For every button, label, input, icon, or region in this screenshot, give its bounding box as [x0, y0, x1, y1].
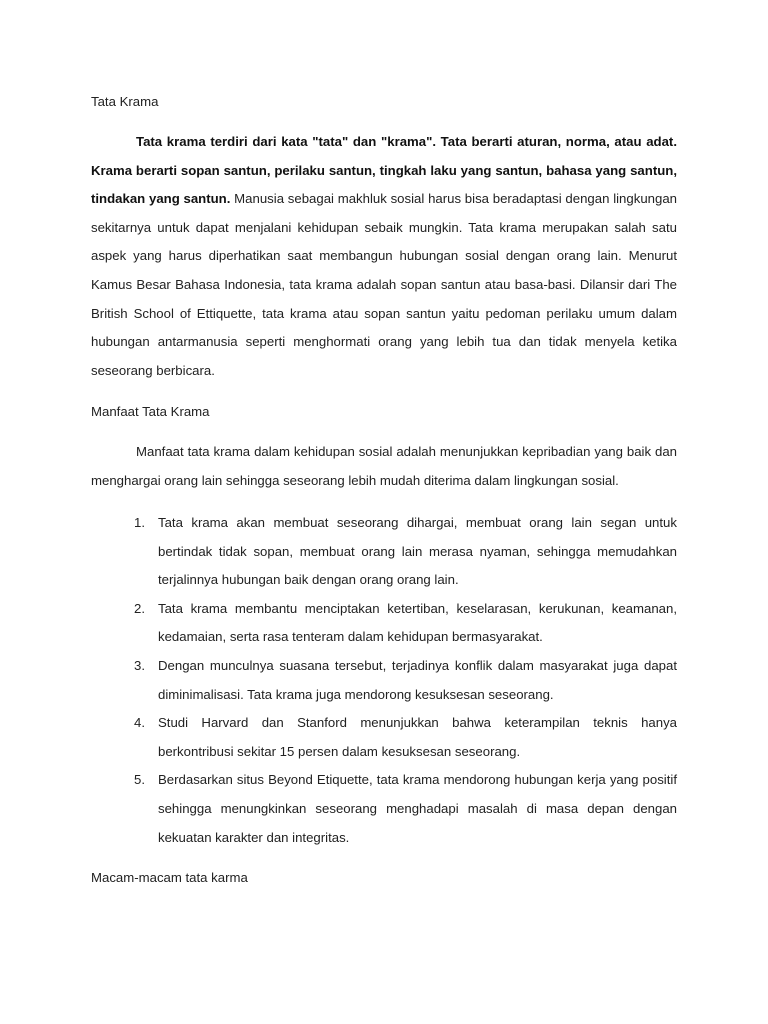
paragraph-definition	[91, 128, 677, 385]
list-item-text: Berdasarkan situs Beyond Etiquette, tata krama mendorong hubungan kerja yang positif sehingga menungkinkan seseorang menghadapi masalah di masa depan dengan kekuatan karakter dan integritas.	[158, 772, 677, 845]
list-item-text: Dengan munculnya suasana tersebut, terjadinya konflik dalam masyarakat juga dapat diminimalisasi. Tata krama juga mendorong kesuksesan seseorang.	[158, 657, 677, 702]
list-item	[91, 509, 677, 595]
list-item-text: Tata krama akan membuat seseorang dihargai, membuat orang lain segan untuk bertindak tidak sopan, membuat orang lain merasa nyaman, sehingga memudahkan terjalinnya hubungan baik dengan orang orang lain.	[158, 515, 677, 588]
list-item-number: 4.	[134, 715, 145, 731]
section-heading-macam-macam: Macam-macam tata karma	[91, 870, 248, 885]
section-heading-tata-krama: Tata Krama	[91, 94, 159, 109]
list-item-text: Studi Harvard dan Stanford menunjukkan bahwa keterampilan teknis hanya berkontribusi sekitar 15 persen dalam kesuksesan seseorang.	[158, 715, 677, 759]
list-item	[91, 709, 677, 766]
paragraph-manfaat: Manfaat tata krama dalam kehidupan sosial adalah menunjukkan kepribadian yang baik dan menghargai orang lain sehingga seseorang lebih mudah diterima dalam lingkungan sosial.	[91, 444, 677, 488]
list-item	[91, 766, 677, 852]
list-item-number: 2.	[134, 600, 145, 616]
list-item	[91, 595, 677, 652]
list-item-text: Tata krama membantu menciptakan ketertiban, keselarasan, kerukunan, keamanan, kedamaian, serta rasa tenteram dalam kehidupan bermasyarakat.	[158, 600, 677, 645]
list-item-number: 3.	[134, 657, 145, 673]
list-item-number: 5.	[134, 772, 145, 788]
benefits-list	[91, 509, 677, 852]
list-item	[91, 652, 677, 709]
paragraph-definition-lead: Tata krama terdiri dari kata "tata" dan "krama". Tata berarti aturan, norma, atau adat. Krama berarti sopan santun, perilaku santun, tingkah laku yang santun, bahasa yang santun, tindakan yang santun.	[91, 134, 677, 207]
paragraph-definition-body: Manusia sebagai makhluk sosial harus bisa beradaptasi dengan lingkungan sekitarnya untuk dapat menjalani kehidupan sebaik mungkin. Tata krama merupakan salah satu aspek yang harus diperhatikan saat membangun hubungan sosial dengan orang lain. Menurut Kamus Besar Bahasa Indonesia, tata krama adalah sopan santun atau basa-basi. Dilansir dari The British School of Ettiquette, tata krama atau sopan santun yaitu pedoman perilaku umum dalam hubungan antarmanusia seperti menghormati orang yang lebih tua dan tidak menyela ketika seseorang berbicara.	[91, 191, 677, 378]
section-heading-manfaat: Manfaat Tata Krama	[91, 404, 210, 419]
list-item-number: 1.	[134, 515, 145, 530]
